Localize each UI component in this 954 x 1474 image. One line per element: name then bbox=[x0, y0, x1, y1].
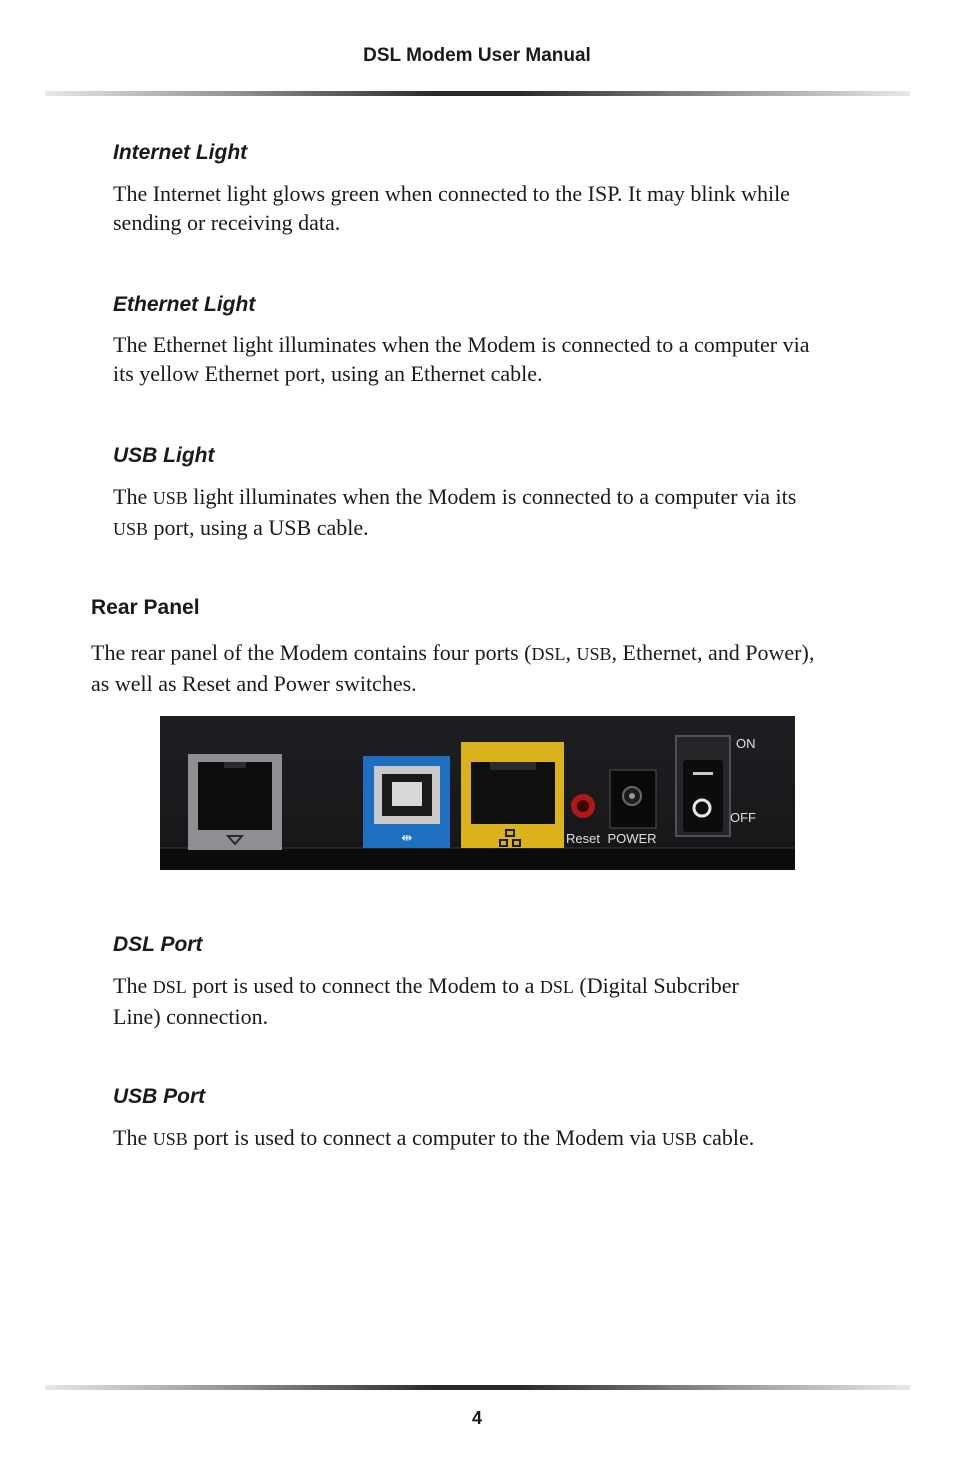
text-line: its yellow Ethernet port, using an Ethernet cable. bbox=[113, 361, 543, 386]
usb-acronym: USB bbox=[152, 488, 188, 508]
text-line: sending or receiving data. bbox=[113, 210, 341, 235]
switch-on-label: ON bbox=[736, 736, 756, 751]
reset-label: Reset bbox=[566, 831, 600, 846]
usb-port-description bbox=[113, 1123, 754, 1154]
usb-light-description bbox=[113, 482, 796, 544]
usb-acronym: USB bbox=[576, 644, 612, 664]
usb-light-heading: USB Light bbox=[113, 444, 215, 467]
switch-off-label: OFF bbox=[730, 810, 756, 825]
text-fragment: The bbox=[113, 1125, 153, 1150]
text-fragment: port, using a USB cable. bbox=[148, 515, 369, 540]
dsl-port-heading: DSL Port bbox=[113, 933, 203, 956]
text-fragment: cable. bbox=[696, 1125, 755, 1150]
text-fragment: port is used to connect the Modem to a bbox=[186, 973, 540, 998]
footer-divider bbox=[45, 1385, 910, 1390]
usb-acronym: USB bbox=[113, 519, 149, 539]
text-line: The Ethernet light illuminates when the Modem is connected to a computer via bbox=[113, 332, 810, 357]
internet-light-description bbox=[113, 179, 790, 237]
dsl-port-description bbox=[113, 971, 739, 1031]
power-jack-graphic bbox=[607, 770, 656, 846]
text-fragment: light illuminates when the Modem is connected to a computer via its bbox=[187, 484, 797, 509]
page-number: 4 bbox=[471, 1408, 482, 1428]
power-label: POWER bbox=[607, 831, 657, 846]
text-line: as well as Reset and Power switches. bbox=[91, 671, 417, 696]
ethernet-light-heading: Ethernet Light bbox=[113, 293, 256, 316]
rear-panel-description bbox=[91, 638, 814, 698]
ethernet-port-graphic bbox=[461, 742, 564, 848]
text-fragment: , bbox=[565, 640, 577, 665]
dsl-acronym: DSL bbox=[152, 977, 187, 997]
page-header-title: DSL Modem User Manual bbox=[363, 45, 591, 66]
usb-port-heading: USB Port bbox=[113, 1085, 206, 1108]
text-fragment: port is used to connect a computer to the Modem via bbox=[187, 1125, 662, 1150]
text-line: The Internet light glows green when connected to the ISP. It may blink while bbox=[113, 181, 790, 206]
text-fragment: (Digital Subcriber bbox=[573, 973, 739, 998]
usb-symbol-icon: ⇹ bbox=[401, 831, 413, 846]
usb-acronym: USB bbox=[661, 1129, 697, 1149]
text-fragment: The bbox=[113, 484, 153, 509]
dsl-acronym: DSL bbox=[531, 644, 566, 664]
dsl-acronym: DSL bbox=[539, 977, 574, 997]
header-divider bbox=[45, 91, 910, 96]
ethernet-light-description bbox=[113, 330, 809, 388]
rear-panel-heading: Rear Panel bbox=[91, 596, 200, 619]
usb-port-graphic bbox=[363, 756, 450, 848]
rear-panel-photo bbox=[160, 716, 795, 870]
text-fragment: , Ethernet, and Power), bbox=[611, 640, 815, 665]
dsl-port-graphic bbox=[188, 754, 282, 850]
text-fragment: The rear panel of the Modem contains four ports ( bbox=[91, 640, 532, 665]
usb-acronym: USB bbox=[152, 1129, 188, 1149]
internet-light-heading: Internet Light bbox=[113, 141, 248, 164]
text-fragment: The bbox=[113, 973, 153, 998]
text-line: Line) connection. bbox=[113, 1004, 269, 1029]
